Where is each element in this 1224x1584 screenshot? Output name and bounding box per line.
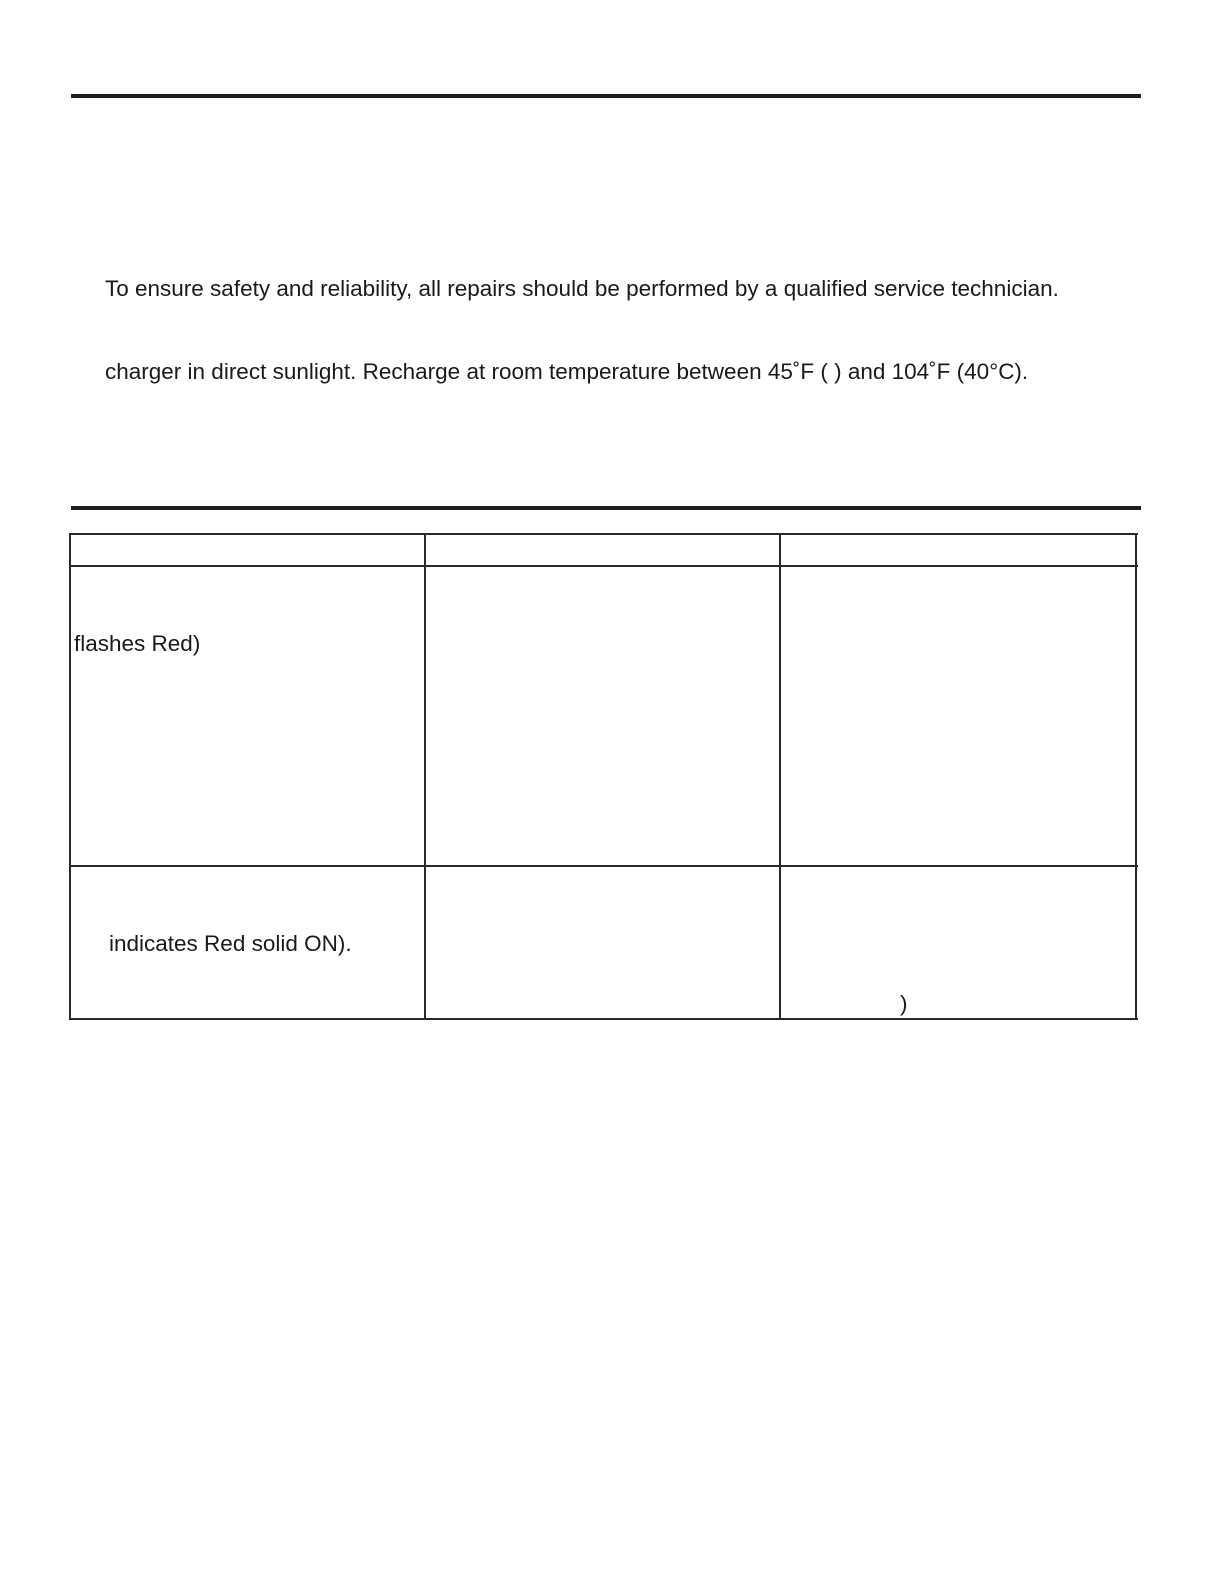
table-border-left [69, 533, 71, 1020]
table-column-divider-2 [779, 533, 781, 1020]
table-column-divider-1 [424, 533, 426, 1020]
table-row-divider [69, 865, 1138, 867]
row2-problem-text: indicates Red solid ON). [109, 931, 352, 956]
service-note: To ensure safety and reliability, all repairs should be performed by a qualified service technician. [105, 276, 1059, 301]
troubleshooting-table [69, 533, 1138, 1020]
table-header-divider [69, 565, 1138, 567]
row1-problem-text: flashes Red) [74, 631, 201, 656]
row2-solution-text: ) [900, 991, 908, 1016]
table-border-bottom [69, 1018, 1138, 1020]
table-border-right [1135, 533, 1137, 1020]
table-border-top [69, 533, 1138, 535]
charging-note: charger in direct sunlight. Recharge at room temperature between 45˚F ( ) and 104˚F (40°C). [105, 359, 1029, 384]
section-rule [71, 506, 1141, 510]
top-rule [71, 94, 1141, 98]
